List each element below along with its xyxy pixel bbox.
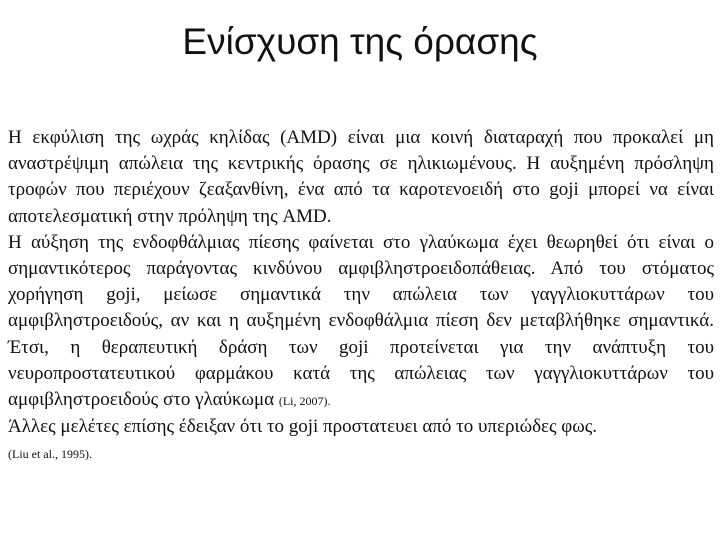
citation: (Liu et al., 1995). <box>8 447 92 462</box>
slide-body <box>8 125 714 468</box>
slide-title: Ενίσχυση της όρασης <box>182 21 538 62</box>
paragraph-text: Η αύξηση της ενδοφθάλμιας πίεσης φαίνεται στο γλαύκωμα έχει θεωρηθεί ότι είναι ο σημαντικότερος παράγοντας κινδύνου αμφιβληστροειδοπάθειας. Από του στόματος χορήγηση goji, μείωσε σημαντικά την απώλεια των γαγγλιοκυττάρων του αμφιβληστροειδούς, αν και η αυξημένη ενδοφθάλμια πίεση δεν μεταβλήθηκε σημαντικά. Έτσι, η θεραπευτική δράση των goji προτείνεται για την ανάπτυξη του νευροπροστατευτικού φαρμάκου κατά της απώλειας των γαγγλιοκυττάρων του αμφιβληστροειδούς στο γλαύκωμα <box>8 231 714 411</box>
paragraph-text: Άλλες μελέτες επίσης έδειξαν ότι το goji προστατευει από το υπεριώδες φως. <box>8 416 598 438</box>
paragraph-glaucoma <box>8 230 714 414</box>
paragraph-amd <box>8 125 714 230</box>
paragraph-text: Η εκφύλιση της ωχράς κηλίδας (AMD) είναι μια κοινή διαταραχή που προκαλεί μη αναστρέψιμη απώλεια της κεντρικής όρασης σε ηλικιωμένους. Η αυξημένη πρόσληψη τροφών που περιέχουν ζεαξανθίνη, ένα από τα καροτενοειδή στο goji μπορεί να είναι αποτελεσματική στην πρόληψη της AMD. <box>8 127 714 227</box>
citation: (Li, 2007). <box>278 394 331 409</box>
paragraph-uv <box>8 414 714 467</box>
